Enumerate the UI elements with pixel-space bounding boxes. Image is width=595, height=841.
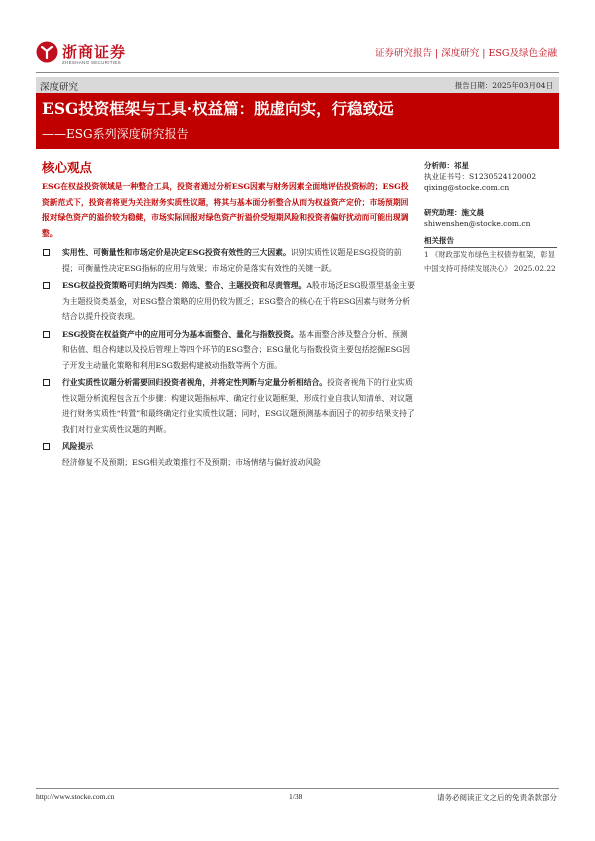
company-logo-icon — [36, 41, 58, 63]
key-point-heading: ESG权益投资策略可归纳为四类：筛选、整合、主题投资和尽责管理。 — [62, 281, 307, 290]
analyst-license: 执业证书号：S1230524120002 — [424, 172, 537, 181]
key-point-heading: 行业实质性议题分析需要回归投资者视角，并将定性判断与定量分析相结合。 — [62, 378, 328, 387]
report-title: ESG投资框架与工具·权益篇：脱虚向实，行稳致远 — [42, 99, 394, 118]
key-point-body: 基本面整合涉及整合分析、预测和估值、组合构建以及投后管理上等四个环节的ESG整合；ESG量化与指数投资主要包括挖掘ESG因子开发主动量化策略和利用ESG数据构建被动指数等两个方面。 — [62, 329, 411, 370]
risk-heading: 风险提示 — [62, 442, 94, 451]
key-point-body: A股市场泛ESG股票型基金主要为主题投资类基金，对ESG整合策略的应用仍较为匮乏；ESG整合的核心在于将ESG因素与财务分析结合以提升投资表现。 — [62, 281, 416, 321]
analyst-sidebar — [424, 160, 564, 229]
report-type-label: 深度研究 — [40, 82, 79, 93]
assistant-email[interactable]: shiwenshen@stocke.com.cn — [424, 219, 531, 228]
page-number: 1/38 — [289, 792, 303, 801]
risk-body: 经济修复不及预期；ESG相关政策推行不及预期；市场情绪与偏好波动风险 — [62, 457, 321, 467]
related-reports-heading: 相关报告 — [424, 235, 557, 248]
key-point-item — [40, 278, 415, 325]
key-point-item — [40, 375, 415, 437]
key-point-item — [40, 245, 415, 276]
related-report-link[interactable]: 1 《财政部发布绿色主权债券框架，彰显中国支持可持续发展决心》 2025.02.22 — [424, 250, 556, 273]
footer-divider — [36, 788, 559, 789]
company-logo-text: 浙商证券 — [62, 43, 127, 61]
key-point-heading: ESG投资在权益资产中的应用可分为基本面整合、量化与指数投资。 — [62, 329, 299, 339]
checkbox-bullet-icon — [43, 379, 50, 386]
checkbox-bullet-icon — [43, 282, 50, 289]
core-viewpoints-heading: 核心观点 — [42, 160, 93, 175]
checkbox-bullet-icon — [43, 443, 50, 450]
key-point-body: 识别实质性议题是ESG投资的前提；可衡量性决定ESG指标的应用与效果；市场定价是落实有效性的关键一跃。 — [62, 248, 402, 273]
company-logo-english: ZHESHANG SECURITIES — [62, 60, 121, 65]
analyst-email[interactable]: qixing@stocke.com.cn — [424, 183, 510, 192]
checkbox-bullet-icon — [43, 331, 50, 338]
core-intro-paragraph: ESG在权益投资领域是一种整合工具，投资者通过分析ESG因素与财务因素全面地评估投资标的；ESG投资新范式下，投资者将更为关注财务实质性议题，将其与基本面分析整合从而为权益资产定价；市场预期回报对绿色资产的溢价较为稳健，市场实际回报对绿色资产折溢价受短期风险和投资者偏好扰动而可能出现调整。 — [42, 182, 409, 238]
risk-item — [40, 439, 415, 470]
analyst-name: 分析师：祁星 — [424, 161, 469, 170]
key-points-list — [40, 245, 415, 472]
key-point-item — [40, 327, 415, 374]
report-category-nav: 证券研究报告 | 深度研究 | ESG及绿色金融 — [374, 48, 557, 59]
report-date: 报告日期：2025年03月04日 — [454, 81, 553, 90]
key-point-heading: 实用性、可衡量性和市场定价是决定ESG投资有效性的三大因素。 — [62, 248, 291, 257]
footer-disclaimer: 请务必阅读正文之后的免责条款部分 — [437, 793, 557, 802]
assistant-name: 研究助理：施文晨 — [424, 208, 484, 217]
checkbox-bullet-icon — [43, 249, 50, 256]
header-divider — [36, 72, 559, 73]
footer-url-link[interactable]: http://www.stocke.com.cn — [36, 792, 115, 801]
key-point-body: 投资者视角下的行业实质性议题分析流程包含五个步骤：构建议题指标库、确定行业议题框架、形成行业自我认知清单、对议题进行财务实质性“转置”和最终确定行业实质性议题；同时，ESG议题预测基本面因子的初步结果支持了我们对行业实质性议题的判断。 — [62, 378, 415, 434]
report-subtitle: ——ESG系列深度研究报告 — [42, 127, 189, 141]
